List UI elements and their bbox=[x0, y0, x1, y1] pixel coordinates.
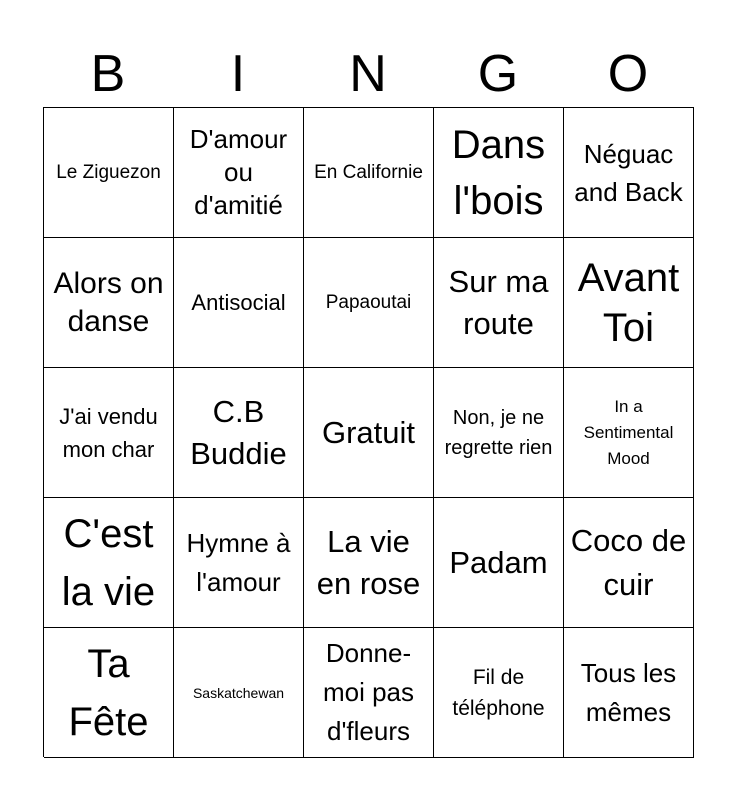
bingo-cell[interactable] bbox=[304, 238, 434, 368]
bingo-cell[interactable] bbox=[564, 108, 694, 238]
cell-text: Gratuit bbox=[321, 414, 416, 450]
bingo-cell[interactable] bbox=[564, 238, 694, 368]
header-letter-o: O bbox=[607, 45, 649, 103]
bingo-cell[interactable] bbox=[434, 368, 564, 498]
bingo-cell[interactable] bbox=[174, 368, 304, 498]
bingo-cell[interactable] bbox=[174, 238, 304, 368]
cell-text: Avant Toi bbox=[577, 255, 680, 350]
cell-text: Coco de cuir bbox=[570, 522, 687, 602]
cell-text: Alors on danse bbox=[53, 266, 164, 338]
cell-text: D'amour ou d'amitié bbox=[189, 124, 288, 220]
cell-text: Le Ziguezon bbox=[56, 161, 161, 183]
bingo-cell[interactable] bbox=[44, 498, 174, 628]
bingo-header bbox=[43, 40, 693, 108]
bingo-cell[interactable] bbox=[564, 498, 694, 628]
bingo-cell[interactable] bbox=[434, 238, 564, 368]
cell-text: C'est la vie bbox=[61, 511, 156, 614]
bingo-cell[interactable] bbox=[44, 108, 174, 238]
header-letter-i: I bbox=[230, 45, 246, 103]
cell-text: Dans l'bois bbox=[451, 122, 546, 223]
bingo-cell[interactable] bbox=[434, 108, 564, 238]
cell-text: Donne-moi pas d'fleurs bbox=[322, 638, 415, 746]
cell-text: Non, je ne regrette rien bbox=[444, 406, 553, 459]
bingo-cell[interactable] bbox=[434, 628, 564, 758]
cell-text: J'ai vendu mon char bbox=[59, 403, 158, 462]
cell-text: La vie en rose bbox=[316, 523, 421, 601]
bingo-cell[interactable] bbox=[174, 628, 304, 758]
cell-text: Hymne à l'amour bbox=[186, 527, 291, 597]
cell-text: C.B Buddie bbox=[190, 393, 287, 471]
header-letter-n: N bbox=[349, 45, 387, 103]
cell-text: In a Sentimental Mood bbox=[583, 396, 674, 468]
bingo-cell[interactable] bbox=[564, 628, 694, 758]
bingo-cell[interactable] bbox=[304, 108, 434, 238]
header-letter-g: G bbox=[477, 45, 519, 103]
bingo-cell[interactable] bbox=[304, 498, 434, 628]
cell-text: En Californie bbox=[314, 161, 423, 183]
cell-text: Saskatchewan bbox=[192, 684, 285, 701]
bingo-cell[interactable] bbox=[304, 628, 434, 758]
cell-text: Antisocial bbox=[191, 290, 286, 315]
bingo-cell[interactable] bbox=[174, 108, 304, 238]
bingo-cell[interactable] bbox=[44, 628, 174, 758]
header-letter-b: B bbox=[90, 45, 126, 103]
bingo-cell[interactable] bbox=[304, 368, 434, 498]
cell-text: Néguac and Back bbox=[574, 138, 683, 207]
cell-text: Padam bbox=[449, 544, 548, 580]
bingo-card-grid bbox=[43, 107, 694, 757]
cell-text: Sur ma route bbox=[448, 263, 549, 341]
bingo-cell[interactable] bbox=[44, 238, 174, 368]
bingo-cell[interactable] bbox=[564, 368, 694, 498]
cell-text: Ta Fête bbox=[68, 641, 149, 744]
cell-text: Fil de téléphone bbox=[452, 665, 545, 720]
bingo-cell[interactable] bbox=[174, 498, 304, 628]
cell-text: Papaoutai bbox=[325, 291, 412, 313]
bingo-cell[interactable] bbox=[44, 368, 174, 498]
cell-text: Tous les mêmes bbox=[580, 657, 677, 727]
bingo-cell[interactable] bbox=[434, 498, 564, 628]
